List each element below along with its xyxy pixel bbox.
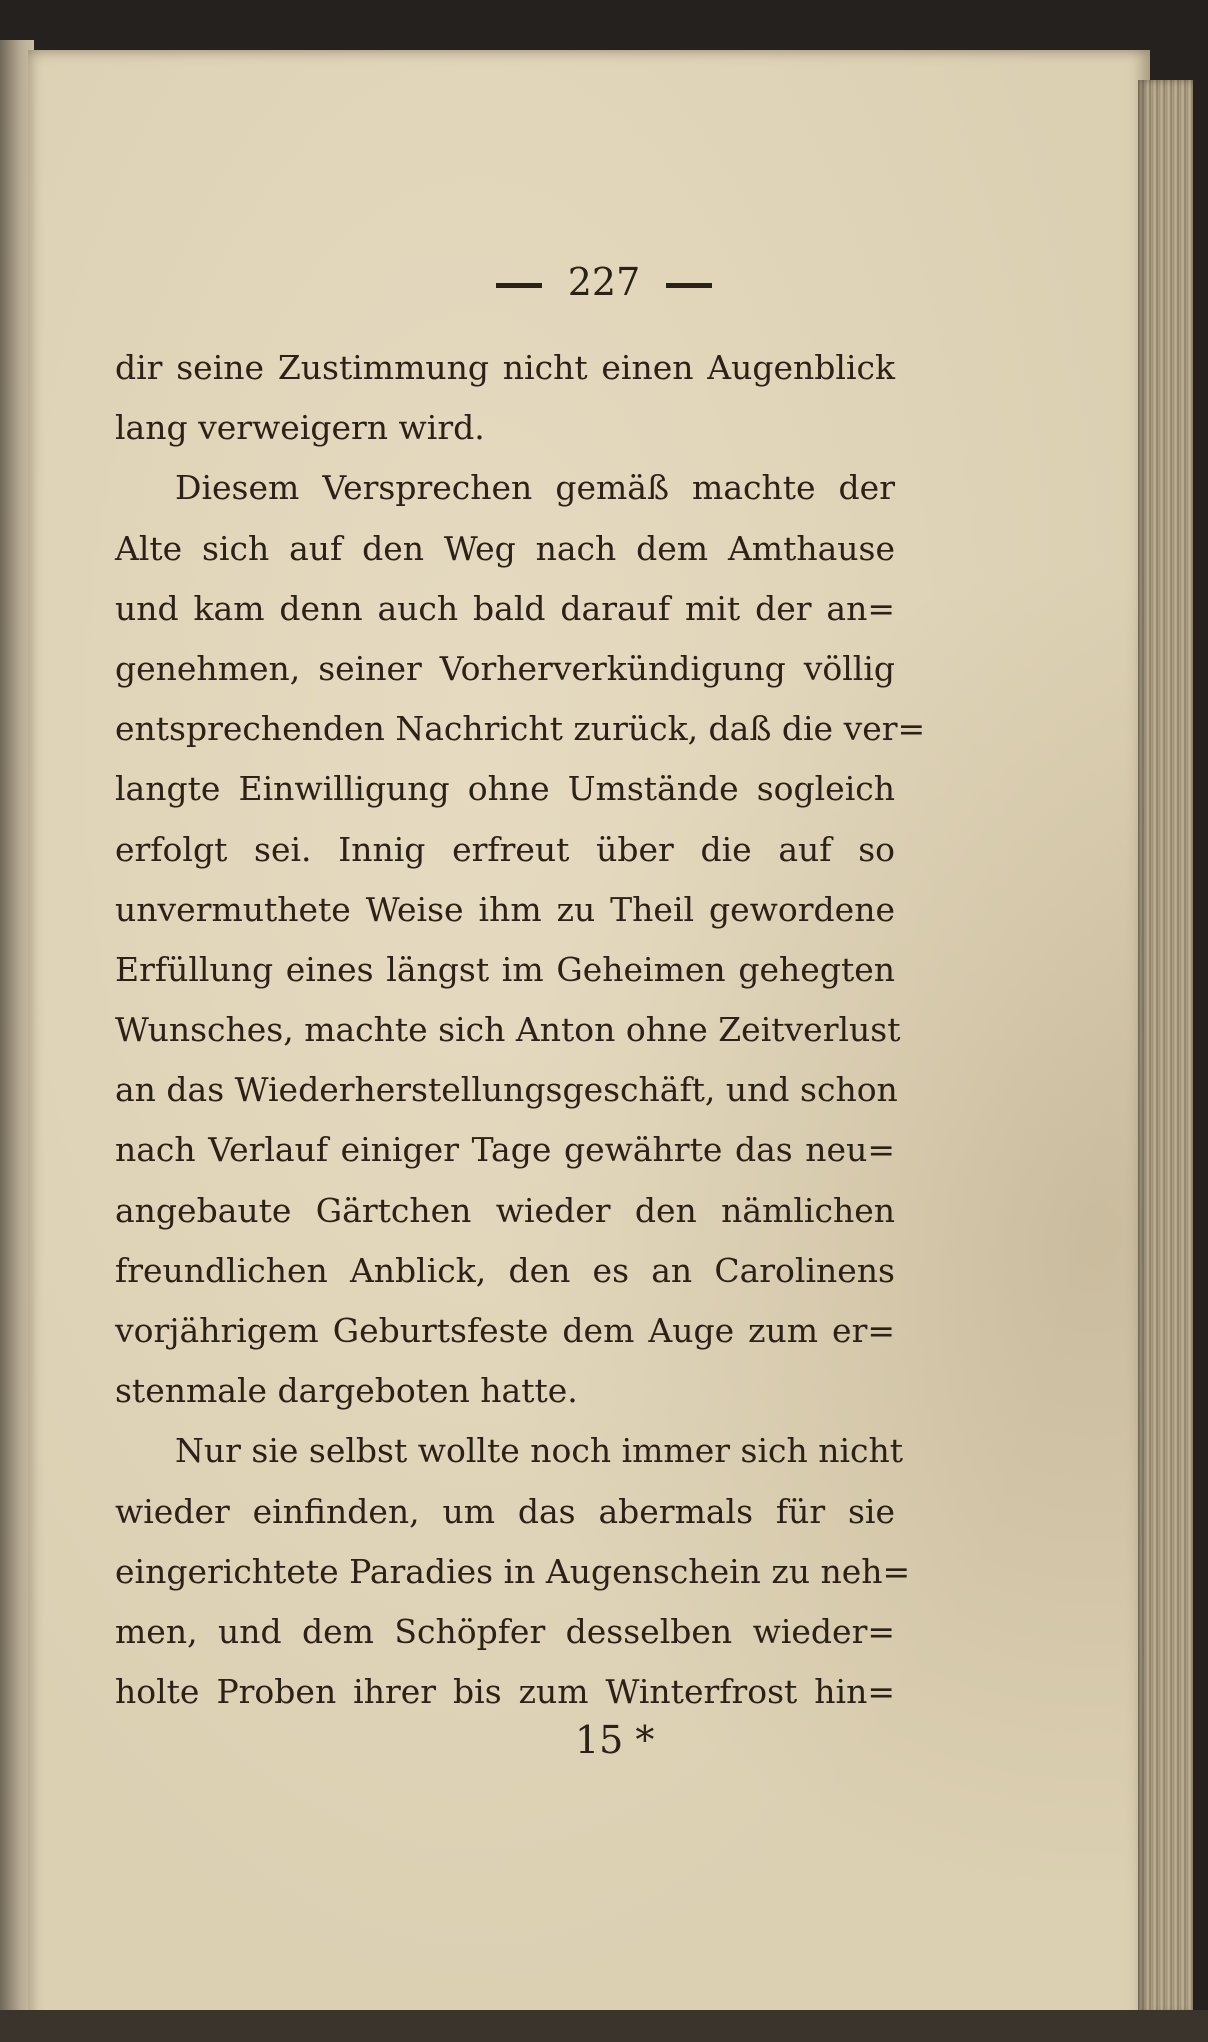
text-line: Wunsches, machte sich Anton ohne Zeitverlust bbox=[115, 1010, 901, 1050]
page-stack-edge bbox=[1138, 80, 1193, 2015]
text-line: wieder einfinden, um das abermals für sie bbox=[115, 1491, 895, 1531]
text-line: Erfüllung eines längst im Geheimen gehegten bbox=[115, 949, 895, 989]
text-line: men, und dem Schöpfer desselben wieder= bbox=[115, 1611, 895, 1651]
signature-mark: 15 * bbox=[575, 1718, 655, 1762]
text-line: freundlichen Anblick, den es an Carolinens bbox=[115, 1250, 895, 1290]
text-line: erfolgt sei. Innig erfreut über die auf so bbox=[115, 829, 895, 869]
text-line: entsprechenden Nachricht zurück, daß die ver= bbox=[115, 709, 926, 749]
text-line: unvermuthete Weise ihm zu Theil gewordene bbox=[115, 889, 895, 929]
text-line: genehmen, seiner Vorherverkündigung völlig bbox=[115, 648, 895, 688]
page-header bbox=[0, 260, 1208, 304]
header-dash-right bbox=[666, 283, 712, 288]
text-line: holte Proben ihrer bis zum Winterfrost hin= bbox=[115, 1672, 895, 1712]
text-line: langte Einwilligung ohne Umstände sogleich bbox=[115, 769, 895, 809]
text-line: lang verweigern wird. bbox=[115, 408, 485, 448]
text-line: eingerichtete Paradies in Augenschein zu neh= bbox=[115, 1551, 911, 1591]
text-line: an das Wiederherstellungsgeschäft, und schon bbox=[115, 1070, 898, 1110]
text-line: vorjährigem Geburtsfeste dem Auge zum er= bbox=[115, 1311, 895, 1350]
text-line: Alte sich auf den Weg nach dem Amthause bbox=[115, 528, 895, 568]
text-line: Diesem Versprechen gemäß machte der bbox=[175, 468, 895, 508]
text-line: Nur sie selbst wollte noch immer sich nicht bbox=[175, 1431, 904, 1471]
page-number: 227 bbox=[567, 260, 641, 304]
text-line: nach Verlauf einiger Tage gewährte das neu= bbox=[115, 1130, 895, 1170]
text-line: und kam denn auch bald darauf mit der an= bbox=[115, 588, 895, 628]
text-line: dir seine Zustimmung nicht einen Augenblick bbox=[115, 348, 895, 387]
body-text bbox=[115, 338, 926, 1722]
header-dash-left bbox=[496, 283, 542, 288]
text-line: angebaute Gärtchen wieder den nämlichen bbox=[115, 1190, 895, 1230]
bottom-cover-edge bbox=[0, 2010, 1208, 2042]
text-line: stenmale dargeboten hatte. bbox=[115, 1371, 578, 1411]
